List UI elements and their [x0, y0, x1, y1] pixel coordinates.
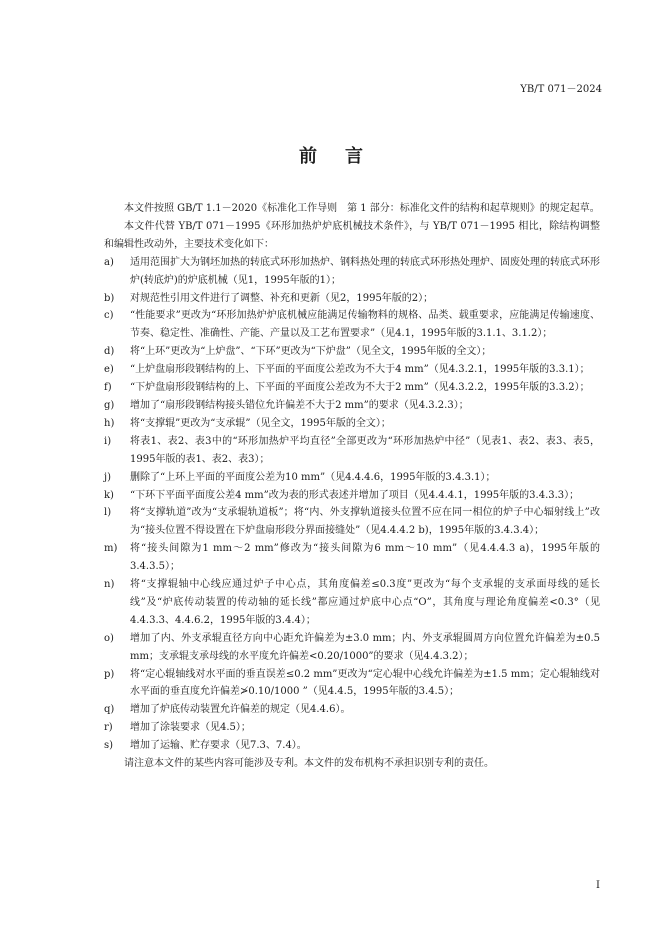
closing-paragraph: 请注意本文件的某些内容可能涉及专利。本文件的发布机构不承担识别专利的责任。 [124, 758, 494, 770]
list-item-text: 将“上环”更改为“上炉盘”、“下环”更改为“下炉盘”（见全文，1995年版的全文）； [130, 346, 492, 358]
page-number: I [596, 880, 600, 891]
list-item-text: 将“定心辊轴线对水平面的垂直误差≤0.2 mm”更改为“定心辊中心线允许偏差为±1.5 mm；定心辊轴线对水平面的垂直度允许偏差≯0.10/1000 ”（见4.4.5，1995年版的3.4.5）； [130, 668, 600, 698]
list-item [104, 379, 600, 397]
list-marker: l) [104, 507, 112, 519]
list-marker: s) [104, 740, 114, 752]
intro-paragraph: 本文件代替 YB/T 071－1995《环形加热炉炉底机械技术条件》，与 YB/T 071－1995 相比，除结构调整和编辑性改动外，主要技术变化如下： [104, 220, 600, 250]
list-item [104, 397, 600, 415]
list-item-text: 将“支撑辊轴中心线应通过炉子中心点，其角度偏差≤0.3度”更改为“每个支承辊的支承面母线的延长线”及“炉底传动装置的传动轴的延长线”都应通过炉底中心点“O”，其角度与理论角度偏差<0.3°（见4.4.3.3、4.4.6.2，1995年版的3.4.4）； [130, 579, 600, 626]
document-body [104, 200, 600, 773]
list-item [104, 415, 600, 433]
list-marker: q) [104, 704, 115, 716]
changes-list [104, 254, 600, 755]
list-item-text: 增加了“扇形段钢结构接头错位允许偏差不大于2 mm”的要求（见4.3.2.3）； [130, 399, 469, 411]
list-item-text: “性能要求”更改为“环形加热炉炉底机械应能满足传输物料的规格、品类、载重要求，应能满足传输速度、节奏、稳定性、准确性、产能、产量以及工艺布置要求”（见4.1，1995年版的3.1.1、3.1.2）； [130, 310, 600, 340]
list-marker: p) [104, 668, 115, 680]
list-item-text: “上炉盘扇形段钢结构的上、下平面的平面度公差改为不大于4 mm”（见4.3.2.1，1995年版的3.3.1）； [130, 364, 590, 376]
list-item [104, 254, 600, 290]
intro-paragraph: 本文件按照 GB/T 1.1－2020《标准化工作导则 第 1 部分：标准化文件的结构和起草规则》的规定起草。 [124, 203, 600, 214]
list-item [104, 701, 600, 719]
list-item-text: 将“接头间隙为1 mm～2 mm”修改为“接头间隙为6 mm～10 mm”（见4.4.4.3 a)，1995年版的3.4.3.5）； [130, 543, 600, 573]
list-marker: m) [104, 543, 118, 555]
list-marker: c) [104, 310, 114, 322]
list-marker: k) [104, 489, 114, 501]
list-item [104, 737, 600, 755]
list-item-text: 增加了涂装要求（见4.5）； [130, 722, 251, 734]
list-item [104, 361, 600, 379]
list-marker: j) [104, 471, 112, 483]
list-item-text: 增加了内、外支承辊直径方向中心距允许偏差为±3.0 mm；内、外支承辊圆周方向位置允许偏差为±0.5 mm；支承辊支承母线的水平度允许偏差<0.20/1000”的要求（见4.4.3.2）； [130, 632, 600, 662]
list-marker: e) [104, 364, 114, 376]
list-item [104, 666, 600, 702]
list-marker: d) [104, 346, 115, 358]
list-item [104, 540, 600, 576]
list-item-text: “下炉盘扇形段钢结构的上、下平面的平面度公差改为不大于2 mm”（见4.3.2.2，1995年版的3.3.2）； [130, 382, 590, 394]
list-marker: b) [104, 292, 115, 304]
list-marker: n) [104, 579, 115, 591]
list-item-text: “下环下平面平面度公差4 mm”改为表的形式表述并增加了项目（见4.4.4.1，1995年版的3.4.3.3）； [130, 489, 580, 501]
list-item-text: 增加了炉底传动装置允许偏差的规定（见4.4.6）。 [130, 704, 351, 716]
list-item [104, 487, 600, 505]
list-item [104, 343, 600, 361]
list-marker: h) [104, 417, 115, 429]
standard-code: YB/T 071－2024 [520, 84, 602, 95]
list-marker: o) [104, 632, 114, 644]
list-item-text: 删除了“上环上平面的平面度公差为10 mm”（见4.4.4.6，1995年版的3.4.3.1）； [130, 471, 496, 483]
page-title: 前言 [299, 146, 391, 167]
list-item [104, 504, 600, 540]
list-marker: r) [104, 722, 113, 734]
list-item [104, 469, 600, 487]
list-item [104, 433, 600, 469]
list-item-text: 将“支撑辊”更改为“支承辊”（见全文，1995年版的全文）； [130, 417, 391, 429]
list-marker: g) [104, 399, 115, 411]
list-item [104, 719, 600, 737]
list-item-text: 对规范性引用文件进行了调整、补充和更新（见2，1995年版的2）； [130, 292, 434, 304]
list-item-text: 增加了运输、贮存要求（见7.3、7.4）。 [130, 740, 307, 752]
list-marker: i) [104, 435, 112, 447]
list-item-text: 将表1、表2、表3中的“环形加热炉平均直径”全部更改为“环形加热炉中径”（见表1、表2、表3、表5，1995年版的表1、表2、表3）； [130, 435, 600, 465]
list-item [104, 630, 600, 666]
list-item-text: 将“支撑轨道”改为“支承辊轨道板”；将“内、外支撑轨道接头位置不应在同一相位的炉子中心辐射线上”改为“接头位置不得设置在下炉盘扇形段分界面接缝处”（见4.4.4.2 b)，1995年版的3.4.3.4）； [130, 507, 600, 537]
list-marker: a) [104, 256, 114, 268]
list-marker: f) [104, 382, 112, 394]
list-item [104, 576, 600, 630]
list-item [104, 290, 600, 308]
list-item [104, 307, 600, 343]
list-item-text: 适用范围扩大为钢坯加热的转底式环形加热炉、钢料热处理的转底式环形热处理炉、固废处理的转底式环形炉(转底炉)的炉底机械（见1，1995年版的1）； [130, 256, 600, 286]
